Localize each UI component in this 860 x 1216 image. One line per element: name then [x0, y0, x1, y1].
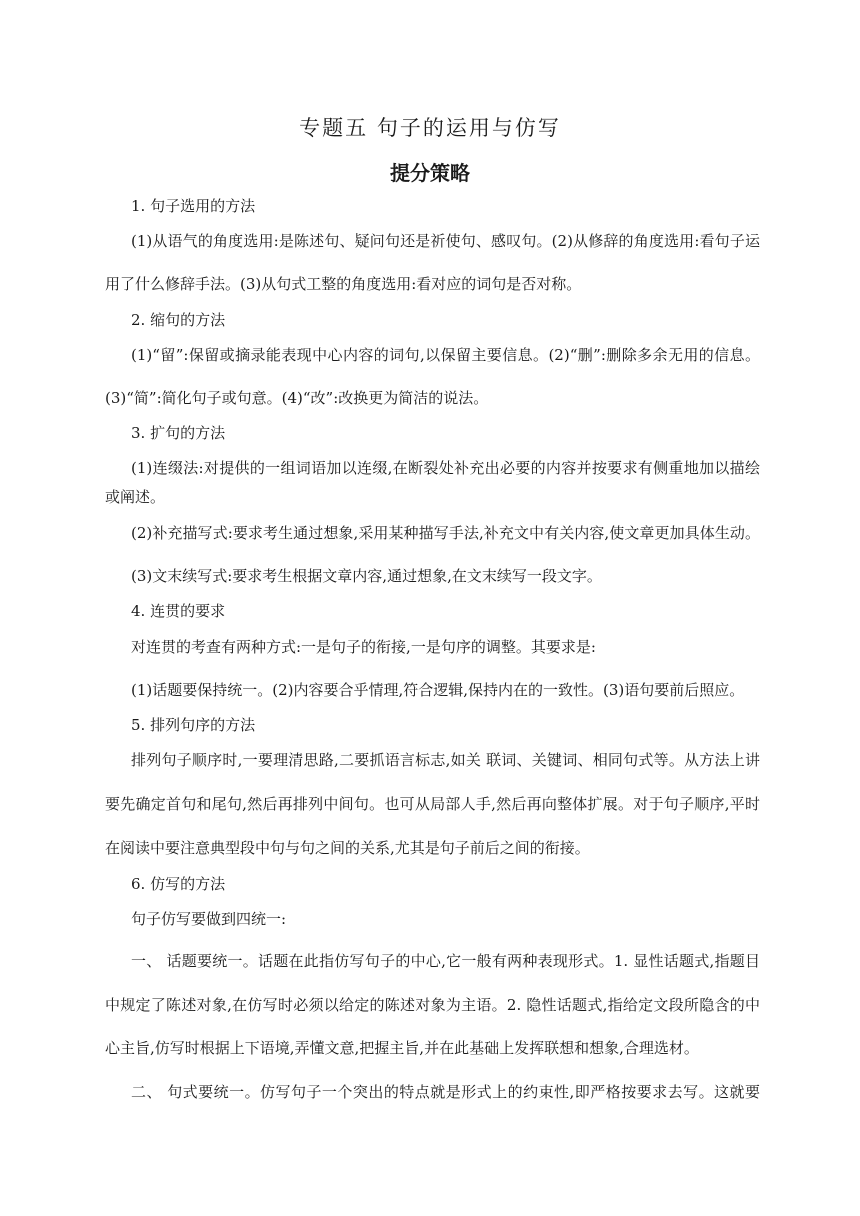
paragraph-line: 要先确定首句和尾句,然后再排列中间句。也可从局部人手,然后再向整体扩展。对于句子顺序,平时: [105, 795, 760, 813]
section-heading: 提分策略: [390, 161, 470, 185]
paragraph-line: (1)连缀法:对提供的一组词语加以连缀,在断裂处补充出必要的内容并按要求有侧重地加以描绘: [131, 459, 760, 477]
paragraph-line: (1)话题要保持统一。(2)内容要合乎情理,符合逻辑,保持内在的一致性。(3)语句要前后照应。: [131, 681, 745, 699]
paragraph-line: 对连贯的考查有两种方式:一是句子的衔接,一是句序的调整。其要求是:: [131, 638, 596, 656]
paragraph-line: 或阐述。: [105, 488, 166, 506]
paragraph-line: 一、 话题要统一。话题在此指仿写句子的中心,它一般有两种表现形式。1. 显性话题式,指题目: [131, 952, 760, 970]
list-heading: 1. 句子选用的方法: [131, 197, 256, 215]
paragraph-line: (3)文末续写式:要求考生根据文章内容,通过想象,在文末续写一段文字。: [131, 567, 602, 585]
list-heading: 6. 仿写的方法: [131, 875, 226, 893]
paragraph-line: (1)从语气的角度选用:是陈述句、疑问句还是祈使句、感叹句。(2)从修辞的角度选用:看句子运: [131, 232, 760, 250]
document-title: 专题五 句子的运用与仿写: [299, 116, 561, 140]
list-heading: 3. 扩句的方法: [131, 424, 226, 442]
paragraph-line: 排列句子顺序时,一要理清思路,二要抓语言标志,如关 联词、关键词、相同句式等。从方法上讲: [131, 751, 760, 769]
paragraph-line: 中规定了陈述对象,在仿写时必须以给定的陈述对象为主语。2. 隐性话题式,指给定文段所隐含的中: [105, 996, 760, 1014]
paragraph-line: (1)“留”:保留或摘录能表现中心内容的词句,以保留主要信息。(2)“删”:删除多余无用的信息。: [131, 346, 760, 364]
paragraph-line: (3)“简”:简化句子或句意。(4)“改”:改换更为简洁的说法。: [105, 389, 489, 407]
list-heading: 5. 排列句序的方法: [131, 716, 256, 734]
list-heading: 4. 连贯的要求: [131, 602, 226, 620]
paragraph-line: 在阅读中要注意典型段中句与句之间的关系,尤其是句子前后之间的衔接。: [105, 839, 590, 857]
paragraph-line: (2)补充描写式:要求考生通过想象,采用某种描写手法,补充文中有关内容,使文章更加具体生动。: [131, 524, 760, 542]
paragraph-line: 心主旨,仿写时根据上下语境,弄懂文意,把握主旨,并在此基础上发挥联想和想象,合理选材。: [105, 1039, 699, 1057]
paragraph-line: 用了什么修辞手法。(3)从句式工整的角度选用:看对应的词句是否对称。: [105, 275, 582, 293]
paragraph-line: 二、 句式要统一。仿写句子一个突出的特点就是形式上的约束性,即严格按要求去写。这就要: [131, 1083, 760, 1101]
paragraph-line: 句子仿写要做到四统一:: [131, 910, 287, 928]
list-heading: 2. 缩句的方法: [131, 311, 226, 329]
